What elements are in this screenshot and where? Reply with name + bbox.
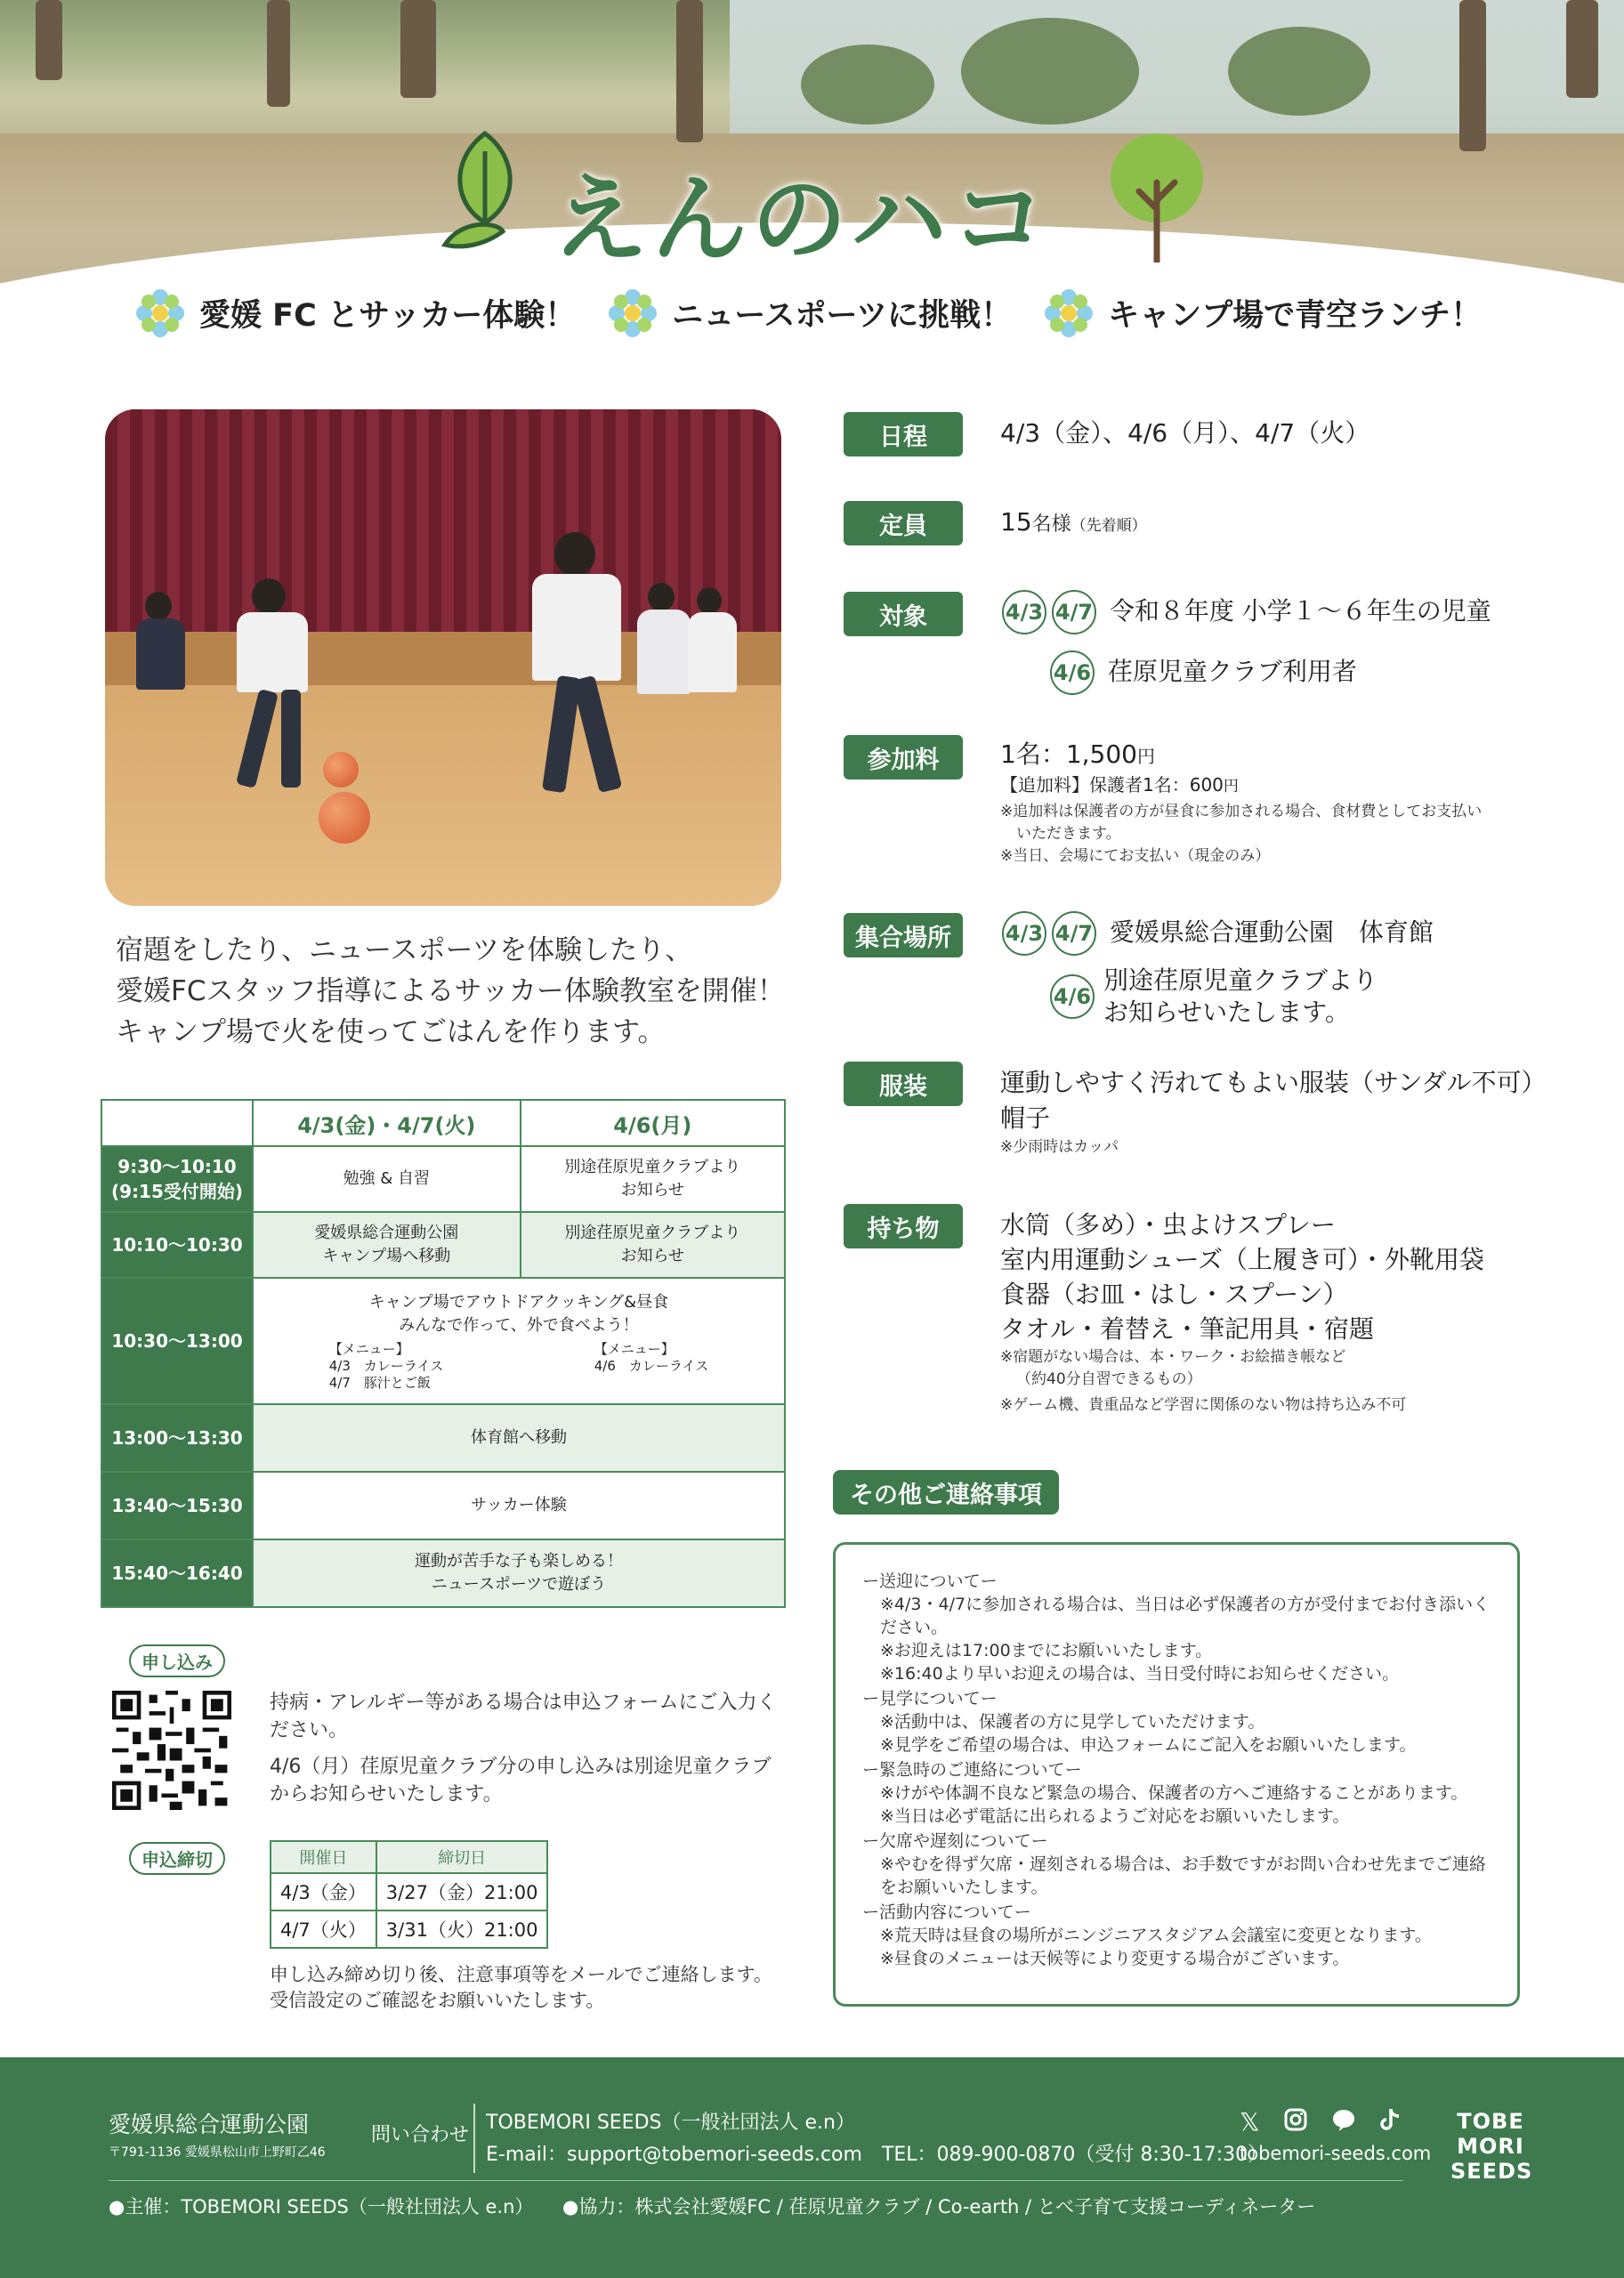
table-row: 13:00〜13:30 体育館へ移動 [101, 1404, 785, 1472]
flower-icon [1042, 287, 1095, 340]
table-row: 13:40〜15:30 サッカー体験 [101, 1472, 785, 1539]
tiktok-icon[interactable] [1379, 2107, 1402, 2132]
table-row: 4/7（火） 3/31（火）21:00 [271, 1910, 547, 1948]
cooperation-info: ●協力：株式会社愛媛FC / 荏原児童クラブ / Co-earth / とべ子育て支援コーディネーター [562, 2196, 1316, 2217]
event-photo [105, 409, 781, 906]
venue-address: 〒791-1136 愛媛県松山市上野町乙46 [109, 2145, 326, 2160]
taglines [133, 287, 1522, 340]
table-row: 10:10〜10:30 愛媛県総合運動公園 キャンプ場へ移動 別途荏原児童クラブより お知らせ [101, 1212, 785, 1278]
other-notes-title: その他ご連絡事項 [833, 1470, 1059, 1515]
social-links [1240, 2107, 1402, 2137]
info-items: 持ち物 水筒（多め）・虫よけスプレー 室内用運動シューズ（上履き可）・外靴用袋 食器（お皿・はし・スプーン） タオル・着替え・筆記用具・宿題 ※宿題がない場合は、本・ワーク・お絵描き帳など （約40分自習できるもの） ※ゲーム機、貴重品など学習に関係のない物は持ち込み不可 [844, 1204, 963, 1248]
schedule-header-row [101, 1100, 785, 1146]
tagline: キャンプ場で青空ランチ！ [1042, 287, 1482, 340]
flower-icon [133, 287, 187, 340]
contact-email[interactable]: E-mail：support@tobemori-seeds.com TEL：089-900-0870（受付 8:30-17:30） [486, 2144, 1268, 2166]
table-row: 4/3（金） 3/27（金）21:00 [271, 1873, 547, 1910]
instagram-icon[interactable] [1283, 2107, 1308, 2132]
tree-icon [1103, 129, 1210, 263]
deadline-table: 開催日 締切日 4/3（金） 3/27（金）21:00 4/7（火） 3/31（火）21:00 [270, 1840, 548, 1949]
table-row: 10:30〜13:00 キャンプ場でアウトドアクッキング&昼食 みんなで作って、外で食べよう！ 【メニュー】 4/3 カレーライス 4/7 豚汁とご飯 【メニュー】 4/6 カレーライス [101, 1278, 785, 1404]
flower-icon [606, 287, 659, 340]
info-date: 日程 4/3（金）、4/6（月）、4/7（火） [844, 412, 963, 456]
host-info: ●主催：TOBEMORI SEEDS（一般社団法人 e.n） [109, 2196, 534, 2217]
col-header: 4/3(金)・4/7(火) [253, 1100, 521, 1146]
x-icon[interactable]: 𝕏 [1240, 2107, 1260, 2137]
info-capacity: 定員 15名様（先着順） [844, 501, 963, 545]
divider [109, 2180, 1403, 2181]
tagline: 愛媛 FC とサッカー体験！ [133, 287, 576, 340]
table-row: 9:30〜10:10 (9:15受付開始) 勉強 & 自習 別途荏原児童クラブより お知らせ [101, 1146, 785, 1212]
info-meeting-place: 集合場所 4/3 4/7 愛媛県総合運動公園 体育館 4/6 別途荏原児童クラブより お知らせいたします。 [844, 913, 963, 957]
intro-text: 宿題をしたり、ニュースポーツを体験したり、 愛媛FCスタッフ指導によるサッカー体験教室を開催！ キャンプ場で火を使ってごはんを作ります。 [116, 934, 785, 1048]
page-title: えんのハコ [552, 165, 1051, 276]
other-notes-box: ー送迎についてー ※4/3・4/7に参加される場合は、当日は必ず保護者の方が受付までお付き添いください。 ※お迎えは17:00までにお願いいたします。 ※16:40より早いお迎えの場合は、当日受付時にお知らせください。 ー見学についてー ※活動中は、保護者の方に見学していただけます。 ※見学をご希望の場合は、申込フォームにご記入をお願いいたします。 ー緊急時のご連絡についてー ※けがや体調不良など緊急の場合、保護者の方へご連絡することがあります。 ※当日は必ず電話に出られるようご対応をお願いいたします。 ー欠席や遅刻についてー ※やむを得ず欠席・遅刻される場合は、お手数ですがお問い合わせ先までご連絡をお願いいたします。 ー活動内容についてー ※荒天時は昼食の場所がニンジニアスタジアム会議室に変更となります。 ※昼食のメニューは天候等により変更する場合がございます。 [833, 1542, 1520, 2007]
table-row: 15:40〜16:40 運動が苦手な子も楽しめる！ ニュースポーツで遊ぼう [101, 1539, 785, 1607]
deadline-label: 申込締切 [129, 1842, 225, 1875]
footer [0, 2057, 1624, 2278]
contact-label: 問い合わせ [371, 2124, 470, 2146]
tobemori-logo: TOBE MORI SEEDS [1450, 2109, 1533, 2184]
info-clothes: 服装 運動しやすく汚れてもよい服装（サンダル不可） 帽子 ※少雨時はカッパ [844, 1062, 963, 1106]
col-header: 4/6(月) [521, 1100, 785, 1146]
venue-name: 愛媛県総合運動公園 [109, 2112, 310, 2137]
divider [473, 2104, 475, 2173]
apply-text: 持病・アレルギー等がある場合は申込フォームにご入力ください。 4/6（月）荏原児童クラブ分の申し込みは別途児童クラブからお知らせいたします。 [270, 1692, 777, 1805]
deadline-note: 申し込み締め切り後、注意事項等をメールでご連絡します。 受信設定のご確認をお願いいたします。 [270, 1964, 772, 2011]
leaf-icon [436, 125, 525, 258]
info-target: 対象 4/3 4/7 令和８年度 小学１〜６年生の児童 4/6 荏原児童クラブ利用者 [844, 592, 963, 636]
info-fee: 参加料 1名：1,500円 【追加料】保護者1名：600円 ※追加料は保護者の方が昼食に参加される場合、食材費としてお支払い いただきます。 ※当日、会場にてお支払い（現金のみ） [844, 735, 963, 780]
line-icon[interactable] [1331, 2107, 1356, 2132]
website-link[interactable]: tobemori-seeds.com [1240, 2143, 1432, 2164]
contact-org: TOBEMORI SEEDS（一般社団法人 e.n） [486, 2112, 855, 2134]
schedule-table [101, 1099, 786, 1608]
qr-code[interactable] [112, 1691, 231, 1810]
tagline: ニュースポーツに挑戦！ [606, 287, 1012, 340]
apply-label: 申し込み [129, 1644, 225, 1677]
menu-list: 【メニュー】 4/3 カレーライス 4/7 豚汁とご飯 【メニュー】 4/6 カレーライス [328, 1340, 709, 1391]
